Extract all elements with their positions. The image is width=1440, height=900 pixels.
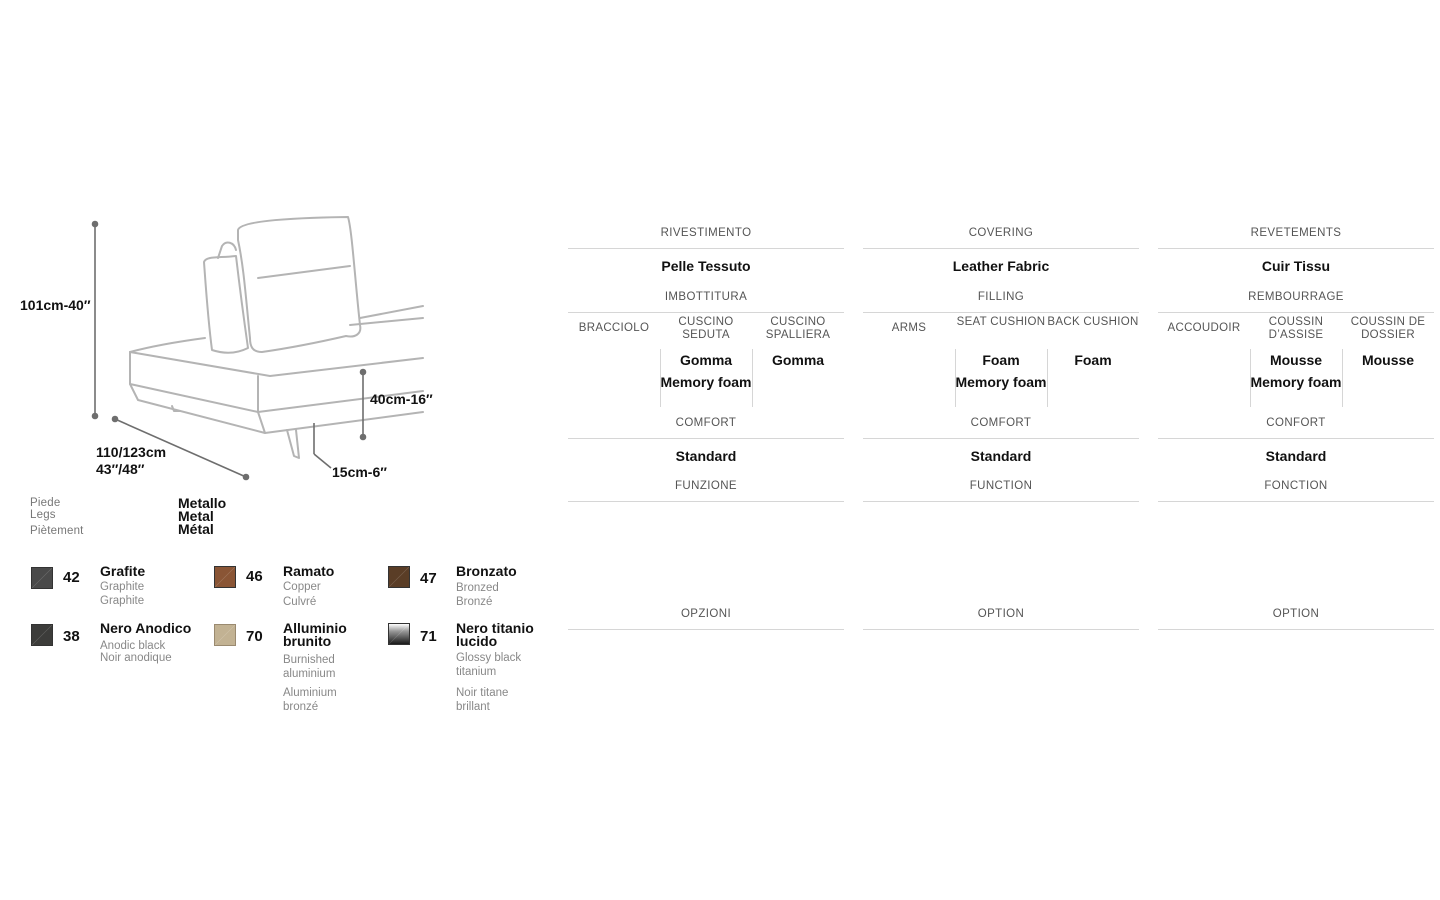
finish-name-en: Anodic black: [100, 640, 166, 652]
legs-label-it: Piede: [30, 497, 61, 509]
finish-name: Nero titanio lucido: [456, 620, 534, 649]
function-title: FUNZIONE: [675, 480, 737, 492]
finish-name-en: Bronzed: [456, 582, 499, 594]
finish-code: 71: [420, 628, 437, 645]
arms-header: ACCOUDOIR: [1167, 322, 1241, 334]
legs-values: [178, 497, 226, 536]
covering-value: Pelle Tessuto: [661, 258, 751, 274]
finish-name-fr: Graphite: [100, 595, 145, 607]
finish-name-fr: Bronzé: [456, 596, 493, 608]
function-title: FUNCTION: [969, 480, 1033, 492]
finish-name-en: Glossy black titanium: [456, 652, 522, 678]
seat-cushion-header: COUSSIN D’ASSISE: [1268, 316, 1324, 341]
divider: [1158, 438, 1434, 439]
divider: [863, 438, 1139, 439]
divider: [863, 501, 1139, 502]
comfort-value: Standard: [970, 448, 1032, 464]
comfort-title: CONFORT: [1266, 417, 1326, 429]
color-swatch: [214, 566, 236, 588]
divider: [863, 248, 1139, 249]
seat-cushion-header: SEAT CUSHION: [956, 316, 1046, 328]
comfort-value: Standard: [1265, 448, 1327, 464]
function-title: FONCTION: [1264, 480, 1328, 492]
divider: [568, 312, 844, 313]
finish-code: 46: [246, 568, 263, 585]
finish-name-fr: Culvré: [283, 596, 317, 608]
arms-header: BRACCIOLO: [578, 322, 650, 334]
options-title: OPZIONI: [680, 608, 732, 620]
color-swatch: [214, 624, 236, 646]
covering-title: REVETEMENTS: [1250, 227, 1342, 239]
dimension-leg-height: 15cm-6″: [332, 464, 387, 480]
covering-title: RIVESTIMENTO: [660, 227, 752, 239]
back-filling: Mousse: [1361, 352, 1415, 368]
finish-code: 42: [63, 569, 80, 586]
finish-name-fr: Noir titane brillant: [456, 687, 509, 713]
options-title: OPTION: [977, 608, 1025, 620]
color-swatch: [388, 623, 410, 645]
color-swatch: [388, 566, 410, 588]
legs-value-it: Metallo: [178, 495, 227, 511]
seat-cushion-header: CUSCINO SEDUTA: [678, 316, 734, 341]
back-filling: Foam: [1074, 352, 1112, 368]
legs-value-en: Metal: [178, 508, 214, 524]
covering-title: COVERING: [968, 227, 1034, 239]
back-filling: Gomma: [771, 352, 825, 368]
seat-filling-2: Memory foam: [660, 374, 752, 390]
color-swatch: [31, 567, 53, 589]
color-swatch: [31, 624, 53, 646]
legs-labels: [30, 497, 84, 537]
dimension-depth-cm: 110/123cm: [96, 444, 167, 460]
seat-filling-1: Foam: [982, 352, 1020, 368]
finish-name: Bronzato: [456, 563, 517, 579]
finish-code: 38: [63, 628, 80, 645]
legs-label-fr: Piètement: [30, 525, 84, 537]
comfort-value: Standard: [675, 448, 737, 464]
finish-name: Nero Anodico: [100, 620, 192, 636]
options-title: OPTION: [1272, 608, 1320, 620]
finish-name-en: Graphite: [100, 581, 145, 593]
finish-name: Alluminio brunito: [283, 620, 347, 649]
finish-name-fr: Aluminium bronzé: [283, 687, 337, 713]
seat-filling-2: Memory foam: [1250, 374, 1342, 390]
comfort-title: COMFORT: [970, 417, 1032, 429]
divider: [863, 629, 1139, 630]
divider: [568, 438, 844, 439]
divider: [863, 312, 1139, 313]
seat-filling-1: Mousse: [1269, 352, 1323, 368]
finish-code: 47: [420, 570, 437, 587]
legs-value-fr: Métal: [178, 521, 214, 537]
filling-title: REMBOURRAGE: [1248, 291, 1344, 303]
finish-code: 70: [246, 628, 263, 645]
comfort-title: COMFORT: [675, 417, 737, 429]
covering-value: Cuir Tissu: [1261, 258, 1331, 274]
filling-title: FILLING: [977, 291, 1025, 303]
divider: [1158, 312, 1434, 313]
divider: [1158, 501, 1434, 502]
dimension-height: 101cm-40″: [20, 297, 91, 313]
divider: [568, 501, 844, 502]
finish-name: Grafite: [100, 563, 146, 579]
legs-label-en: Legs: [30, 509, 56, 521]
divider: [1158, 629, 1434, 630]
seat-filling-1: Gomma: [679, 352, 733, 368]
finish-name-en: Copper: [283, 581, 321, 593]
back-cushion-header: COUSSIN DE DOSSIER: [1350, 316, 1426, 341]
arms-header: ARMS: [891, 322, 927, 334]
dimension-seat-height: 40cm-16″: [370, 391, 433, 407]
divider: [568, 629, 844, 630]
back-cushion-header: BACK CUSHION: [1047, 316, 1139, 328]
seat-filling-2: Memory foam: [955, 374, 1047, 390]
finish-name-en: Burnished aluminium: [283, 654, 336, 680]
finish-name: Ramato: [283, 563, 335, 579]
sofa-line-drawing: [0, 200, 560, 500]
filling-title: IMBOTTITURA: [664, 291, 748, 303]
covering-value: Leather Fabric: [952, 258, 1050, 274]
divider: [568, 248, 844, 249]
back-cushion-header: CUSCINO SPALLIERA: [765, 316, 831, 341]
divider: [1158, 248, 1434, 249]
finish-name-fr: Noir anodique: [100, 652, 172, 664]
dimension-depth-in: 43″/48″: [96, 461, 145, 477]
